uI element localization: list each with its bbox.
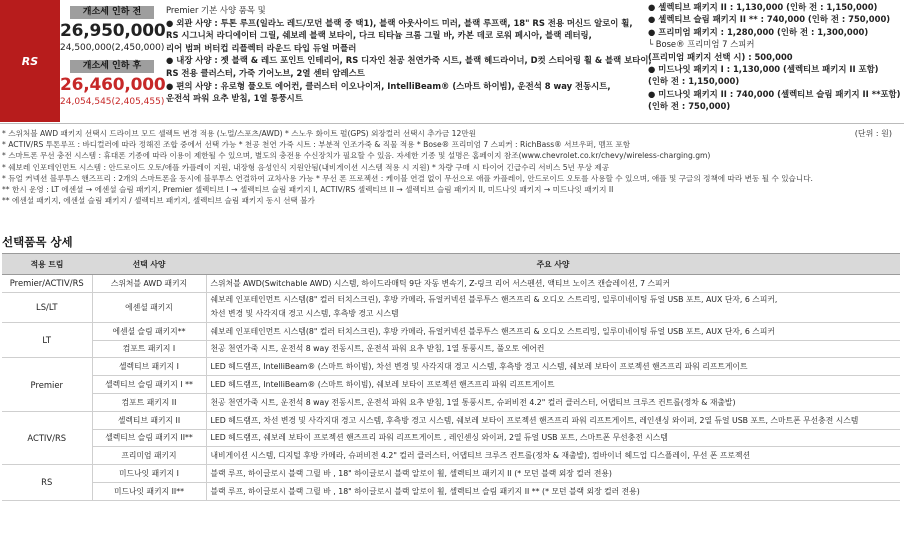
option-cell: 셀렉티브 패키지 II bbox=[92, 411, 206, 429]
spec-line: 운전석 파워 요추 받침, 1열 통풍시트 bbox=[166, 93, 303, 104]
option-cell: 에센셜 패키지 bbox=[92, 292, 206, 322]
table-row bbox=[2, 275, 900, 293]
spec-line: Premier 기본 사양 품목 및 bbox=[166, 5, 266, 15]
detail-cell: 스위처블 AWD(Switchable AWD) 시스템, 하이드라매틱 9단 자동 변속기, Z-링크 리어 서스펜션, 액티브 노이즈 캔슬레이션, 7 스피커 bbox=[206, 275, 900, 293]
trim-cell: ACTIV/RS bbox=[2, 411, 92, 464]
price-after-sub: 24,054,545(2,405,455) bbox=[60, 97, 165, 107]
table-row bbox=[2, 376, 900, 394]
footnotes bbox=[2, 128, 902, 206]
price-before-value: 26,950,000 bbox=[60, 21, 166, 41]
header-detail: 주요 사양 bbox=[206, 254, 900, 275]
spec-line: RS 전용 클러스터, 가죽 기어노브, 2열 센터 암레스트 bbox=[166, 67, 365, 78]
spec-line: RS 시그니처 라디에이터 그릴, 쉐보레 블랙 보타이, 다크 티타늄 크롬 그릴 바, 카본 데코 로워 페시아, 블랙 레터링, bbox=[166, 30, 592, 41]
spec-line: ● 편의 사양 : 유로형 풀오토 에어컨, 클러스터 이오나이저, IntelliBeam® (스마트 하이빔), 운전석 8 way 전동시트, bbox=[166, 80, 611, 91]
trim-label: RS bbox=[0, 0, 60, 122]
detail-cell: LED 헤드램프, 차선 변경 및 사각지대 경고 시스템, 후측방 경고 시스템, 쉐보레 보타이 프로젝션 핸즈프리 파워 리프트게이트, 레인센싱 와이퍼, 2열 듀얼 USB 포트, 스마트폰 무선충전 시스템 bbox=[206, 411, 900, 429]
detail-cell: 천공 천연가죽 시트, 운전석 8 way 전동시트, 운전석 파워 요추 받침, 1열 통풍시트, 풀오토 에어컨 bbox=[206, 340, 900, 358]
package-price-line: (인하 전 : 750,000) bbox=[648, 101, 731, 112]
detail-cell: 쉐보레 인포테인먼트 시스템(8" 컬러 터치스크린), 후방 카메라, 듀얼커넥션 블루투스 핸즈프리 & 오디오 스트리밍, 일루미네이팅 듀얼 USB 포트, AUX 단자, 6 스피커 bbox=[206, 322, 900, 340]
detail-cell: LED 헤드램프, IntelliBeam® (스마트 하이빔), 차선 변경 및 사각지대 경고 시스템, 후측방 경고 시스템, 쉐보레 보타이 프로젝션 핸즈프리 파워 리프트게이트 bbox=[206, 358, 900, 376]
package-price-line: ● 프리미엄 패키지 : 1,280,000 (인하 전 : 1,300,000) bbox=[648, 26, 869, 37]
footnote-line: * ACTIV/RS 투톤루프 : 바디컬러에 따라 정해진 조합 중에서 선택 가능 * 천공 천연 가죽 시트 : 부분적 인조가죽 & 직물 적용 * Bose® 프리미엄 7 스피커 : RichBass® 서브우퍼, 멤프 포함 bbox=[2, 140, 631, 150]
detail-cell: 천공 천연가죽 시트, 운전석 8 way 전동시트, 운전석 파워 요추 받침, 1열 통풍시트, 슈퍼비전 4.2" 컬러 클러스터, 어댑티브 크루즈 컨트롤(정차 & 재출발) bbox=[206, 393, 900, 411]
detail-line: 차선 변경 및 사각지대 경고 시스템, 후측방 경고 시스템 bbox=[210, 309, 399, 319]
package-price-line: (인하 전 : 1,150,000) bbox=[648, 76, 740, 87]
footnote-line: * 듀얼 커넥션 블루투스 핸즈프리 : 2개의 스마트폰을 동시에 블루투스 연결하여 교차사용 가능 * 무선 폰 프로젝션 : 케이블 연결 없이 무선으로 애플 카플레이, 안드로이드 오토를 사용할 수 있으며, 애플 및 구글의 정책에 따라 변동 될 수 있습니다. bbox=[2, 173, 813, 183]
detail-cell: LED 헤드램프, 쉐보레 보타이 프로젝션 핸즈프리 파워 리프트게이트 , 레인센싱 와이퍼, 2열 듀얼 USB 포트, 스마트폰 무선충전 시스템 bbox=[206, 429, 900, 447]
table-row bbox=[2, 322, 900, 340]
price-header-section bbox=[0, 0, 904, 122]
package-price-list bbox=[648, 1, 900, 113]
table-row bbox=[2, 411, 900, 429]
detail-line: 쉐보레 인포테인먼트 시스템(8" 컬러 터치스크린), 후방 카메라, 듀얼커넥션 블루투스 핸즈프리 & 오디오 스트리밍, 일루미네이팅 듀얼 USB 포트, AUX 단자, 6 스피커, bbox=[210, 294, 778, 304]
footnote-line: ** 에센셜 패키지, 에센셜 슬림 패키지 / 셀렉티브 패키지, 셀렉티브 슬림 패키지 동시 선택 불가 bbox=[2, 196, 315, 206]
package-price-line: └ Bose® 프리미엄 7 스피커 bbox=[648, 39, 755, 50]
option-cell: 미드나잇 패키지 I bbox=[92, 465, 206, 483]
footnote-line: * 쉐보레 인포테인먼트 시스템 : 안드로이드 오토/애플 카플레이 지원, 내장형 음성인식 지원안됨(내비게이션 시스템 적용 시 지원) * 차량 구매 시 타이어 긴급수리 서비스 5년 무상 제공 bbox=[2, 162, 610, 172]
spec-line: ● 내장 사양 : 젯 블랙 & 레드 포인트 인테리어, RS 디자인 천공 천연가죽 시트, 블랙 헤드라이너, D컷 스티어링 휠 & 블랙 보타이, bbox=[166, 55, 652, 66]
option-cell: 에센셜 슬림 패키지** bbox=[92, 322, 206, 340]
table-header-row bbox=[2, 254, 900, 275]
table-row bbox=[2, 393, 900, 411]
footnote-line: ** 한시 운영 : LT 에센셜 → 에센셜 슬림 패키지, Premier 셀렉티브 I → 셀렉티브 슬림 패키지 I, ACTIV/RS 셀렉티브 II → 셀렉티브 슬림 패키지 II, 미드나잇 패키지 → 미드나잇 패키지 II bbox=[2, 185, 614, 195]
option-detail-table bbox=[2, 253, 900, 501]
footnote-line: * 스마트폰 무선 충전 시스템 : 휴대폰 기종에 따라 이용이 제한될 수 있으며, 별도의 충전용 수신장치가 필요할 수 있음. 자세한 기종 및 설명은 홈페이지 참조(www.chevrolet.co.kr/chevy/wireless-charging.gm) bbox=[2, 151, 711, 161]
price-before-label: 개소세 인하 전 bbox=[70, 6, 154, 19]
unit-label: (단위 : 원) bbox=[854, 129, 892, 138]
table-row bbox=[2, 482, 900, 500]
table-row bbox=[2, 465, 900, 483]
table-row bbox=[2, 358, 900, 376]
detail-cell: 블랙 루프, 하이글로시 블랙 그릴 바 , 18" 하이글로시 블랙 알로이 휠, 셀렉티브 슬림 패키지 II ** (* 모던 블랙 외장 컬러 전용) bbox=[206, 482, 900, 500]
option-cell: 미드나잇 패키지 II** bbox=[92, 482, 206, 500]
trim-cell: Premier bbox=[2, 358, 92, 411]
trim-cell: LT bbox=[2, 322, 92, 358]
table-row bbox=[2, 429, 900, 447]
price-after-value: 26,460,000 bbox=[60, 75, 166, 95]
detail-cell: 내비게이션 시스템, 디지털 후방 카메라, 슈퍼비전 4.2" 컬러 클러스터, 어댑티브 크루즈 컨트롤(정차 & 재출발), 컴바이너 헤드업 디스플레이, 무선 폰 프로젝션 bbox=[206, 447, 900, 465]
package-price-line: ● 미드나잇 패키지 II : 740,000 (셀렉티브 슬림 패키지 II **포함) bbox=[648, 88, 901, 99]
section-divider bbox=[0, 123, 904, 124]
package-price-line: ● 셀렉티브 패키지 II : 1,130,000 (인하 전 : 1,150,000) bbox=[648, 2, 878, 12]
table-row bbox=[2, 447, 900, 465]
price-before-sub: 24,500,000(2,450,000) bbox=[60, 43, 165, 53]
option-cell: 프리미엄 패키지 bbox=[92, 447, 206, 465]
table-row bbox=[2, 340, 900, 358]
trim-cell: LS/LT bbox=[2, 292, 92, 322]
price-column bbox=[60, 0, 164, 122]
table-row bbox=[2, 292, 900, 322]
package-price-line: ● 셀렉티브 슬림 패키지 II ** : 740,000 (인하 전 : 750,000) bbox=[648, 14, 891, 25]
spec-line: ● 외관 사양 : 투톤 루프(일라노 레드/모던 블랙 중 택1), 블랙 아웃사이드 미러, 블랙 루프랙, 18" RS 전용 머신드 알로이 휠, bbox=[166, 17, 633, 28]
option-cell: 컴포트 패키지 I bbox=[92, 340, 206, 358]
detail-cell: LED 헤드램프, IntelliBeam® (스마트 하이빔), 쉐보레 보타이 프로젝션 핸즈프리 파워 리프트게이트 bbox=[206, 376, 900, 394]
section-title: 선택품목 상세 bbox=[2, 235, 73, 249]
price-after-label: 개소세 인하 후 bbox=[70, 60, 154, 73]
package-price-line: ● 미드나잇 패키지 I : 1,130,000 (셀렉티브 패키지 II 포함) bbox=[648, 64, 879, 75]
option-cell: 셀렉티브 슬림 패키지 I ** bbox=[92, 376, 206, 394]
trim-spec-list bbox=[166, 4, 652, 105]
spec-line: 리어 범퍼 버터컵 리플렉터 라운드 타입 듀얼 머플러 bbox=[166, 42, 357, 53]
header-trim: 적용 트림 bbox=[2, 254, 92, 275]
detail-cell bbox=[206, 292, 900, 322]
detail-cell: 블랙 루프, 하이글로시 블랙 그릴 바 , 18" 하이글로시 블랙 알로이 휠, 셀렉티브 패키지 II (* 모던 블랙 외장 컬러 전용) bbox=[206, 465, 900, 483]
trim-cell: RS bbox=[2, 465, 92, 501]
package-price-line: (프리미엄 패키지 선택 시) : 500,000 bbox=[648, 51, 793, 62]
header-option: 선택 사양 bbox=[92, 254, 206, 275]
option-cell: 셀렉티브 패키지 I bbox=[92, 358, 206, 376]
option-cell: 컴포트 패키지 II bbox=[92, 393, 206, 411]
option-cell: 스위처블 AWD 패키지 bbox=[92, 275, 206, 293]
trim-cell: Premier/ACTIV/RS bbox=[2, 275, 92, 293]
footnote-line: * 스위처블 AWD 패키지 선택시 드라이브 모드 셀렉트 변경 적용 (노멀/스포츠/AWD) * 스노우 화이트 펄(GPS) 외장컬러 선택시 추가금 12만원 bbox=[2, 129, 476, 138]
option-cell: 셀렉티브 슬림 패키지 II** bbox=[92, 429, 206, 447]
